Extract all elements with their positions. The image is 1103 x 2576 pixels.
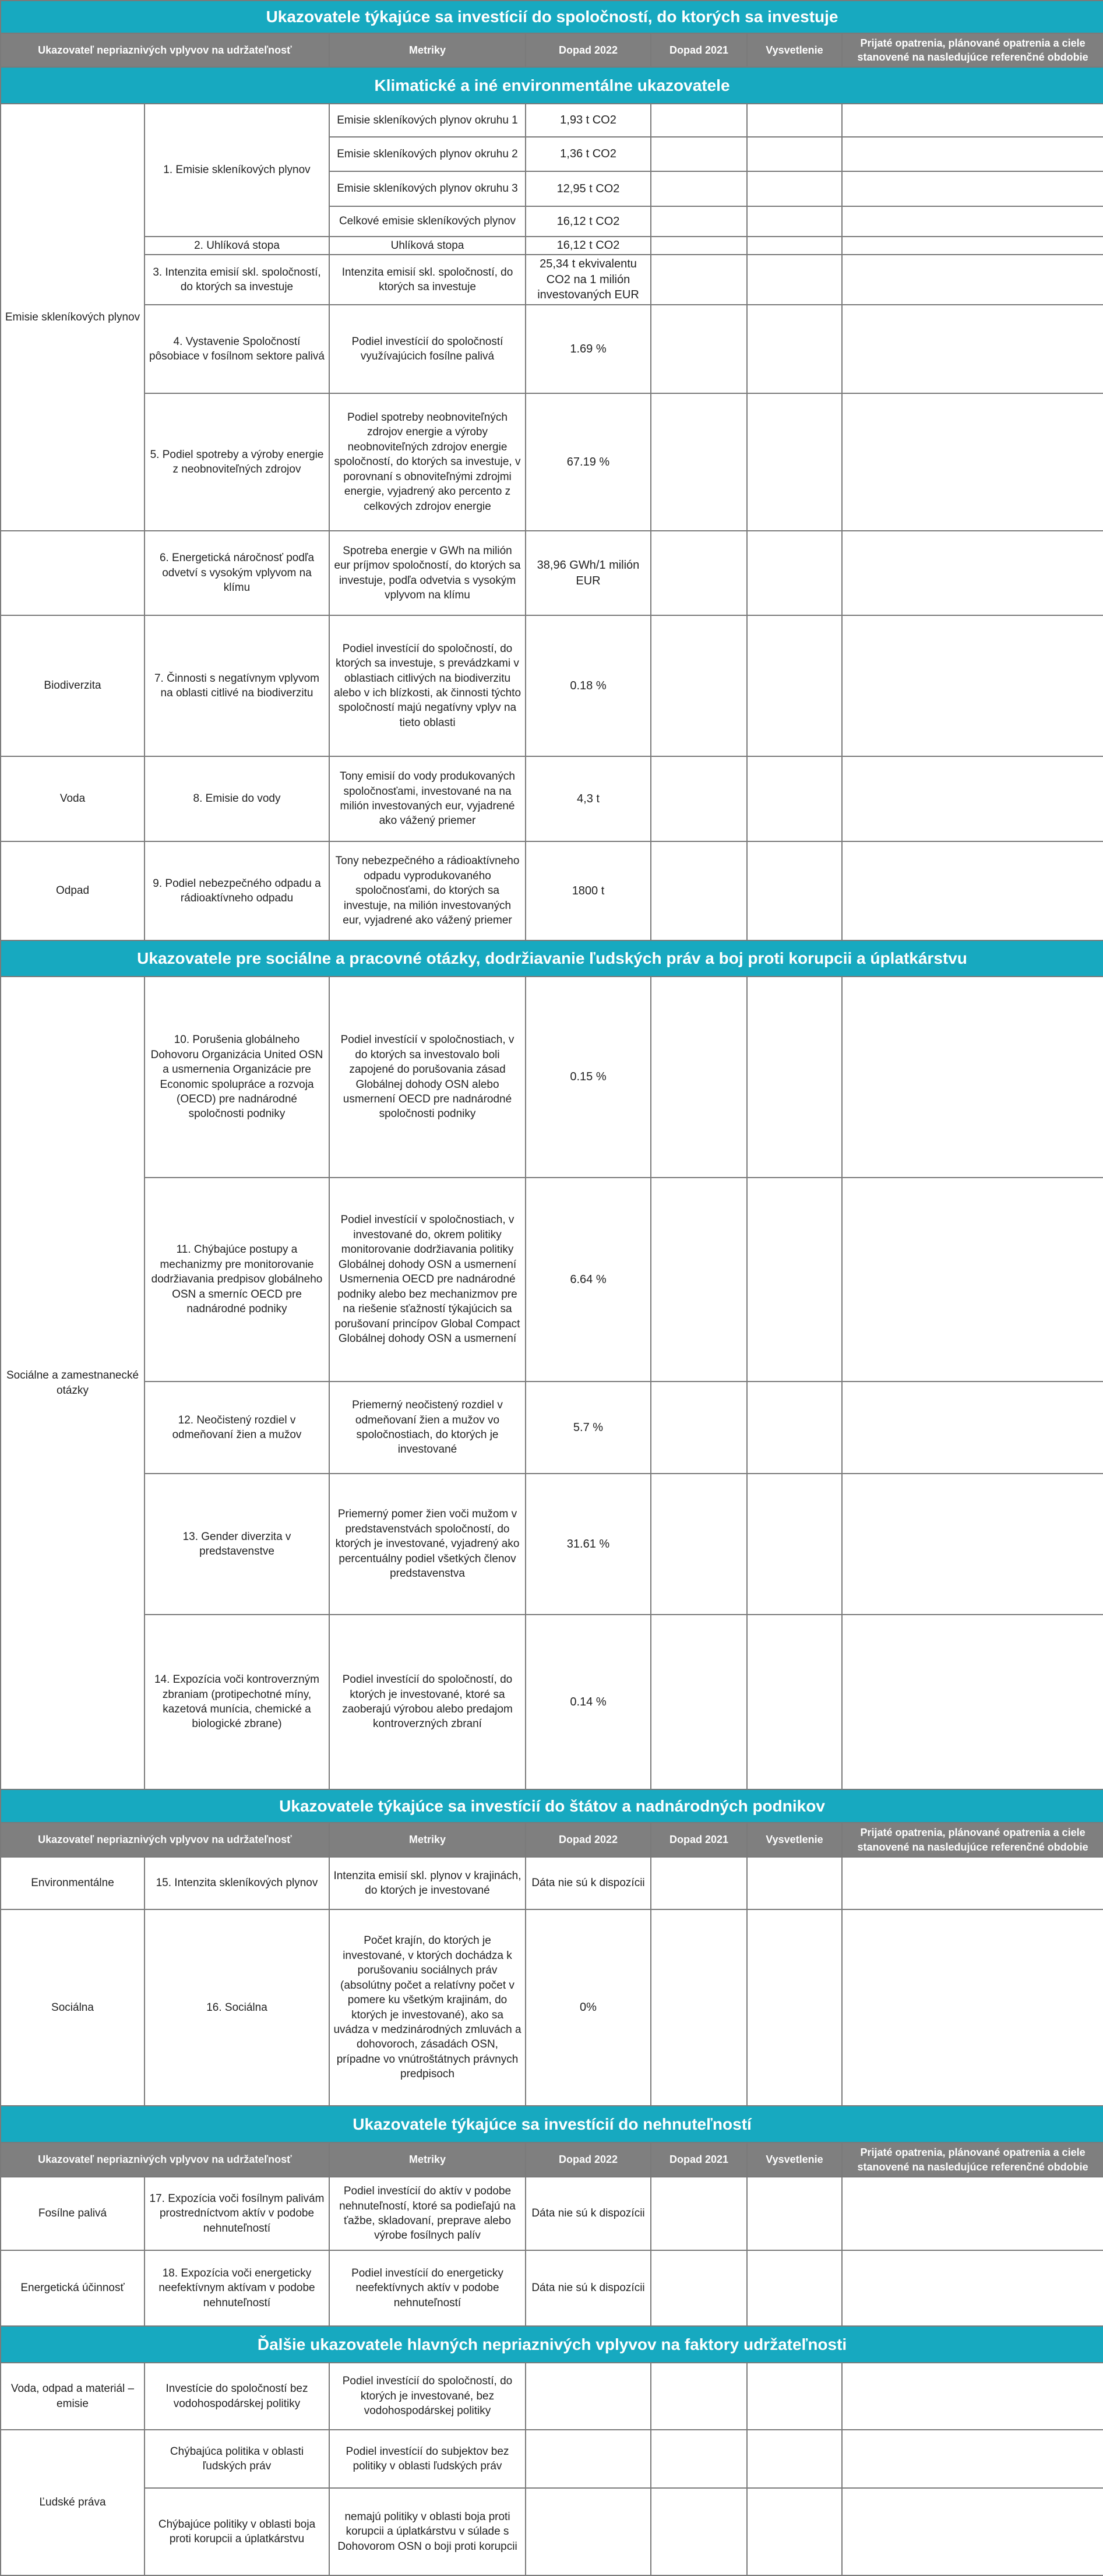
metric-cell: Podiel investícií do subjektov bez politiky v oblasti ľudských práv	[329, 2430, 526, 2488]
actions-cell	[842, 1382, 1103, 1474]
table-row	[1, 2250, 1103, 2326]
actions-cell	[842, 171, 1103, 206]
category-cell: Sociálne a zamestnanecké otázky	[1, 977, 145, 1789]
column-header-row	[1, 1823, 1103, 1857]
impact-2022-cell: 38,96 GWh/1 milión EUR	[526, 531, 651, 615]
category-cell: Ľudské práva	[1, 2430, 145, 2575]
indicator-cell: Chýbajúce politiky v oblasti boja proti korupcii a úplatkárstvu	[145, 2488, 329, 2575]
subsection-climate-row	[1, 67, 1103, 104]
metric-cell: Priemerný pomer žien voči mužom v predstavenstvách spoločností, do ktorých je investované, vyjadrený ako percentuálny podiel všetkých členov predstavenstva	[329, 1474, 526, 1615]
indicator-cell: 6. Energetická náročnosť podľa odvetví s vysokým vplyvom na klímu	[145, 531, 329, 615]
impact-2022-cell: 0.14 %	[526, 1615, 651, 1789]
table-row	[1, 305, 1103, 393]
table-row	[1, 1474, 1103, 1615]
category-cell	[1, 531, 145, 615]
explanation-cell	[747, 1382, 842, 1474]
table-row	[1, 756, 1103, 841]
category-cell: Biodiverzita	[1, 615, 145, 756]
header-explanation: Vysvetlenie	[747, 2142, 842, 2177]
explanation-cell	[747, 2363, 842, 2430]
impact-2022-cell: 1800 t	[526, 841, 651, 940]
metric-cell: Emisie skleníkových plynov okruhu 1	[329, 104, 526, 137]
metric-cell: Podiel investícií do spoločností využívajúcich fosílne palivá	[329, 305, 526, 393]
explanation-cell	[747, 1178, 842, 1382]
impact-2022-cell: 1,93 t CO2	[526, 104, 651, 137]
impact-2022-cell	[526, 2430, 651, 2488]
category-cell: Voda	[1, 756, 145, 841]
section-real-estate-row	[1, 2106, 1103, 2142]
actions-cell	[842, 756, 1103, 841]
impact-2022-cell: 67.19 %	[526, 393, 651, 531]
impact-2021-cell	[651, 1382, 747, 1474]
actions-cell	[842, 1178, 1103, 1382]
table-row	[1, 393, 1103, 531]
metric-cell: Podiel investícií v spoločnostiach, v do ktorých sa investovalo boli zapojené do porušovania zásad Globálnej dohody OSN alebo usmernení OECD pre nadnárodné spoločnosti podniky	[329, 977, 526, 1178]
impact-2022-cell	[526, 2363, 651, 2430]
actions-cell	[842, 2488, 1103, 2575]
impact-2021-cell	[651, 1474, 747, 1615]
indicator-cell: 1. Emisie skleníkových plynov	[145, 104, 329, 237]
impact-2021-cell	[651, 756, 747, 841]
explanation-cell	[747, 2488, 842, 2575]
metric-cell: Podiel investícií do energeticky neefektívnych aktív v podobe nehnuteľností	[329, 2250, 526, 2326]
indicator-cell: 16. Sociálna	[145, 1909, 329, 2106]
indicator-cell: 5. Podiel spotreby a výroby energie z neobnoviteľných zdrojov	[145, 393, 329, 531]
impact-2022-cell: 5.7 %	[526, 1382, 651, 1474]
category-cell: Odpad	[1, 841, 145, 940]
indicator-cell: Chýbajúca politika v oblasti ľudských práv	[145, 2430, 329, 2488]
table-row	[1, 841, 1103, 940]
actions-cell	[842, 615, 1103, 756]
metric-cell: Podiel spotreby neobnoviteľných zdrojov energie a výroby neobnoviteľných zdrojov energie spoločností, do ktorých sa investuje, v porovnaní s obnoviteľnými zdrojmi energie, vyjadrený ako percento z celkových zdrojov energie	[329, 393, 526, 531]
indicator-cell: 13. Gender diverzita v predstavenstve	[145, 1474, 329, 1615]
actions-cell	[842, 1909, 1103, 2106]
category-cell: Environmentálne	[1, 1857, 145, 1909]
explanation-cell	[747, 137, 842, 171]
explanation-cell	[747, 255, 842, 305]
table-row	[1, 1178, 1103, 1382]
indicator-cell: 14. Expozícia voči kontroverzným zbraniam (protipechotné míny, kazetová munícia, chemické a biologické zbrane)	[145, 1615, 329, 1789]
actions-cell	[842, 206, 1103, 237]
impact-2022-cell: 0.18 %	[526, 615, 651, 756]
explanation-cell	[747, 393, 842, 531]
indicator-cell: 17. Expozícia voči fosílnym palivám prostredníctvom aktív v podobe nehnuteľností	[145, 2177, 329, 2250]
metric-cell: Intenzita emisií skl. spoločností, do ktorých sa investuje	[329, 255, 526, 305]
subsection-title: Klimatické a iné environmentálne ukazovatele	[1, 67, 1103, 104]
header-impact-2021: Dopad 2021	[651, 2142, 747, 2177]
header-impact-2022: Dopad 2022	[526, 2142, 651, 2177]
impact-2021-cell	[651, 2488, 747, 2575]
explanation-cell	[747, 237, 842, 255]
explanation-cell	[747, 1615, 842, 1789]
actions-cell	[842, 255, 1103, 305]
impact-2021-cell	[651, 1615, 747, 1789]
metric-cell: Uhlíková stopa	[329, 237, 526, 255]
impact-2021-cell	[651, 305, 747, 393]
section-sovereign-row	[1, 1789, 1103, 1823]
impact-2022-cell: 12,95 t CO2	[526, 171, 651, 206]
actions-cell	[842, 2250, 1103, 2326]
explanation-cell	[747, 756, 842, 841]
subsection-social-row	[1, 940, 1103, 977]
impact-2022-cell: 1,36 t CO2	[526, 137, 651, 171]
metric-cell: Podiel investícií do spoločností, do ktorých sa investuje, s prevádzkami v oblastiach citlivých na biodiverzitu alebo v ich blízkosti, ak činnosti týchto spoločností majú negatívny vplyv na tieto oblasti	[329, 615, 526, 756]
impact-2022-cell: 31.61 %	[526, 1474, 651, 1615]
header-actions: Prijaté opatrenia, plánované opatrenia a ciele stanovené na nasledujúce referenčné obdobie	[842, 2142, 1103, 2177]
header-actions: Prijaté opatrenia, plánované opatrenia a ciele stanovené na nasledujúce referenčné obdobie	[842, 33, 1103, 67]
metric-cell: Emisie skleníkových plynov okruhu 2	[329, 137, 526, 171]
indicator-cell: 15. Intenzita skleníkových plynov	[145, 1857, 329, 1909]
impact-2022-cell: 16,12 t CO2	[526, 237, 651, 255]
impact-2022-cell: 0%	[526, 1909, 651, 2106]
impact-2022-cell: Dáta nie sú k dispozícii	[526, 2177, 651, 2250]
metric-cell: Podiel investícií do spoločností, do ktorých je investované, bez vodohospodárskej politiky	[329, 2363, 526, 2430]
indicator-cell: 8. Emisie do vody	[145, 756, 329, 841]
indicator-cell: Investície do spoločností bez vodohospodárskej politiky	[145, 2363, 329, 2430]
explanation-cell	[747, 2250, 842, 2326]
indicator-cell: 4. Vystavenie Spoločností pôsobiace v fosílnom sektore palivá	[145, 305, 329, 393]
metric-cell: Počet krajín, do ktorých je investované, v ktorých dochádza k porušovaniu sociálnych práv (absolútny počet a relatívny počet v pomere ku všetkým krajinám, do ktorých je investované), ako sa uvádza v medzinárodných zmluvách a dohovoroch, zásadách OSN, prípadne vo vnútroštátnych právnych predpisoch	[329, 1909, 526, 2106]
column-header-row	[1, 2142, 1103, 2177]
section-title: Ďalšie ukazovatele hlavných nepriaznivých vplyvov na faktory udržateľnosti	[1, 2326, 1103, 2363]
impact-2021-cell	[651, 104, 747, 137]
header-impact-2022: Dopad 2022	[526, 33, 651, 67]
table-row	[1, 615, 1103, 756]
actions-cell	[842, 2363, 1103, 2430]
impact-2021-cell	[651, 1909, 747, 2106]
indicator-cell: 9. Podiel nebezpečného odpadu a rádioaktívneho odpadu	[145, 841, 329, 940]
table-row	[1, 237, 1103, 255]
explanation-cell	[747, 104, 842, 137]
impact-2021-cell	[651, 2363, 747, 2430]
impact-2021-cell	[651, 1178, 747, 1382]
metric-cell: Tony emisií do vody produkovaných spoločnosťami, investované na na milión investovaných eur, vyjadrené ako vážený priemer	[329, 756, 526, 841]
table-row	[1, 977, 1103, 1178]
header-impact-2022: Dopad 2022	[526, 1823, 651, 1857]
impact-2021-cell	[651, 977, 747, 1178]
actions-cell	[842, 1857, 1103, 1909]
impact-2022-cell	[526, 2488, 651, 2575]
category-cell: Sociálna	[1, 1909, 145, 2106]
section-title: Ukazovatele týkajúce sa investícií do nehnuteľností	[1, 2106, 1103, 2142]
impact-2021-cell	[651, 841, 747, 940]
impact-2021-cell	[651, 615, 747, 756]
indicator-cell: 12. Neočistený rozdiel v odmeňovaní žien a mužov	[145, 1382, 329, 1474]
actions-cell	[842, 2177, 1103, 2250]
explanation-cell	[747, 841, 842, 940]
header-explanation: Vysvetlenie	[747, 1823, 842, 1857]
indicator-cell: 3. Intenzita emisií skl. spoločností, do ktorých sa investuje	[145, 255, 329, 305]
explanation-cell	[747, 2177, 842, 2250]
section-title: Ukazovatele týkajúce sa investícií do spoločností, do ktorých sa investuje	[1, 1, 1103, 33]
header-actions: Prijaté opatrenia, plánované opatrenia a ciele stanovené na nasledujúce referenčné obdobie	[842, 1823, 1103, 1857]
actions-cell	[842, 137, 1103, 171]
impact-2021-cell	[651, 171, 747, 206]
section-title: Ukazovatele týkajúce sa investícií do štátov a nadnárodných podnikov	[1, 1789, 1103, 1823]
indicator-cell: 11. Chýbajúce postupy a mechanizmy pre monitorovanie dodržiavania predpisov globálneho OSN a smerníc OECD pre nadnárodné podniky	[145, 1178, 329, 1382]
column-header-row	[1, 33, 1103, 67]
section-other-row	[1, 2326, 1103, 2363]
metric-cell: Tony nebezpečného a rádioaktívneho odpadu vyprodukovaného spoločnosťami, do ktorých sa investuje, na milión investovaných eur, vyjadrené ako vážený priemer	[329, 841, 526, 940]
impact-2022-cell: 4,3 t	[526, 756, 651, 841]
impact-2022-cell: Dáta nie sú k dispozícii	[526, 2250, 651, 2326]
table-row	[1, 1909, 1103, 2106]
actions-cell	[842, 393, 1103, 531]
header-indicator: Ukazovateľ nepriaznivých vplyvov na udržateľnosť	[1, 2142, 329, 2177]
table-row	[1, 1382, 1103, 1474]
impact-2022-cell: Dáta nie sú k dispozícii	[526, 1857, 651, 1909]
metric-cell: Emisie skleníkových plynov okruhu 3	[329, 171, 526, 206]
header-impact-2021: Dopad 2021	[651, 1823, 747, 1857]
header-indicator: Ukazovateľ nepriaznivých vplyvov na udržateľnosť	[1, 33, 329, 67]
impact-2022-cell: 16,12 t CO2	[526, 206, 651, 237]
impact-2022-cell: 25,34 t ekvivalentu CO2 na 1 milión investovaných EUR	[526, 255, 651, 305]
indicator-cell: 10. Porušenia globálneho Dohovoru Organizácia United OSN a usmernenia Organizácie pre Economic spolupráce a rozvoja (OECD) pre nadnárodné spoločnosti podniky	[145, 977, 329, 1178]
section-investee-row	[1, 1, 1103, 33]
impact-2021-cell	[651, 531, 747, 615]
explanation-cell	[747, 171, 842, 206]
header-metric: Metriky	[329, 1823, 526, 1857]
header-metric: Metriky	[329, 2142, 526, 2177]
impact-2021-cell	[651, 1857, 747, 1909]
metric-cell: Intenzita emisií skl. plynov v krajinách, do ktorých je investované	[329, 1857, 526, 1909]
actions-cell	[842, 2430, 1103, 2488]
actions-cell	[842, 305, 1103, 393]
table-row	[1, 255, 1103, 305]
category-cell: Emisie skleníkových plynov	[1, 104, 145, 531]
category-cell: Voda, odpad a materiál – emisie	[1, 2363, 145, 2430]
table-row	[1, 2430, 1103, 2488]
impact-2021-cell	[651, 255, 747, 305]
metric-cell: Podiel investícií v spoločnostiach, v investované do, okrem politiky monitorovanie dodržiavania politiky Globálnej dohody OSN a usmernení Usmernenia OECD pre nadnárodné podniky alebo bez mechanizmov pre na riešenie sťažností týkajúcich sa porušovaní princípov Global Compact Globálnej dohody OSN a usmernení	[329, 1178, 526, 1382]
actions-cell	[842, 1474, 1103, 1615]
impact-2021-cell	[651, 137, 747, 171]
impact-2021-cell	[651, 2177, 747, 2250]
indicator-cell: 18. Expozícia voči energeticky neefektívnym aktívam v podobe nehnuteľností	[145, 2250, 329, 2326]
indicator-cell: 7. Činnosti s negatívnym vplyvom na oblasti citlivé na biodiverzitu	[145, 615, 329, 756]
metric-cell: Podiel investícií do aktív v podobe nehnuteľností, ktoré sa podieľajú na ťažbe, skladovaní, preprave alebo výrobe fosílnych palív	[329, 2177, 526, 2250]
impact-2021-cell	[651, 393, 747, 531]
metric-cell: Celkové emisie skleníkových plynov	[329, 206, 526, 237]
explanation-cell	[747, 1857, 842, 1909]
table-row	[1, 2363, 1103, 2430]
explanation-cell	[747, 1474, 842, 1615]
table-row	[1, 1857, 1103, 1909]
table-row	[1, 2177, 1103, 2250]
subsection-title: Ukazovatele pre sociálne a pracovné otázky, dodržiavanie ľudských práv a boj proti korupcii a úplatkárstvu	[1, 940, 1103, 977]
explanation-cell	[747, 2430, 842, 2488]
explanation-cell	[747, 1909, 842, 2106]
metric-cell: Podiel investícií do spoločností, do ktorých je investované, ktoré sa zaoberajú výrobou alebo predajom kontroverzných zbraní	[329, 1615, 526, 1789]
metric-cell: Spotreba energie v GWh na milión eur príjmov spoločností, do ktorých sa investuje, podľa odvetvia s vysokým vplyvom na klímu	[329, 531, 526, 615]
actions-cell	[842, 237, 1103, 255]
impact-2021-cell	[651, 2430, 747, 2488]
impact-2021-cell	[651, 237, 747, 255]
explanation-cell	[747, 531, 842, 615]
impact-2021-cell	[651, 206, 747, 237]
actions-cell	[842, 531, 1103, 615]
actions-cell	[842, 104, 1103, 137]
metric-cell: nemajú politiky v oblasti boja proti korupcii a úplatkárstvu v súlade s Dohovorom OSN o boji proti korupcii	[329, 2488, 526, 2575]
indicator-cell: 2. Uhlíková stopa	[145, 237, 329, 255]
table-row	[1, 104, 1103, 137]
impact-2022-cell: 1.69 %	[526, 305, 651, 393]
actions-cell	[842, 841, 1103, 940]
category-cell: Energetická účinnosť	[1, 2250, 145, 2326]
explanation-cell	[747, 305, 842, 393]
explanation-cell	[747, 615, 842, 756]
impact-2022-cell: 6.64 %	[526, 1178, 651, 1382]
impact-2021-cell	[651, 2250, 747, 2326]
header-indicator: Ukazovateľ nepriaznivých vplyvov na udržateľnosť	[1, 1823, 329, 1857]
header-impact-2021: Dopad 2021	[651, 33, 747, 67]
header-explanation: Vysvetlenie	[747, 33, 842, 67]
table-row	[1, 2488, 1103, 2575]
table-row	[1, 1615, 1103, 1789]
explanation-cell	[747, 206, 842, 237]
metric-cell: Priemerný neočistený rozdiel v odmeňovaní žien a mužov vo spoločnostiach, do ktorých je investované	[329, 1382, 526, 1474]
category-cell: Fosílne palivá	[1, 2177, 145, 2250]
table-row	[1, 531, 1103, 615]
actions-cell	[842, 977, 1103, 1178]
explanation-cell	[747, 977, 842, 1178]
actions-cell	[842, 1615, 1103, 1789]
impact-2022-cell: 0.15 %	[526, 977, 651, 1178]
header-metric: Metriky	[329, 33, 526, 67]
